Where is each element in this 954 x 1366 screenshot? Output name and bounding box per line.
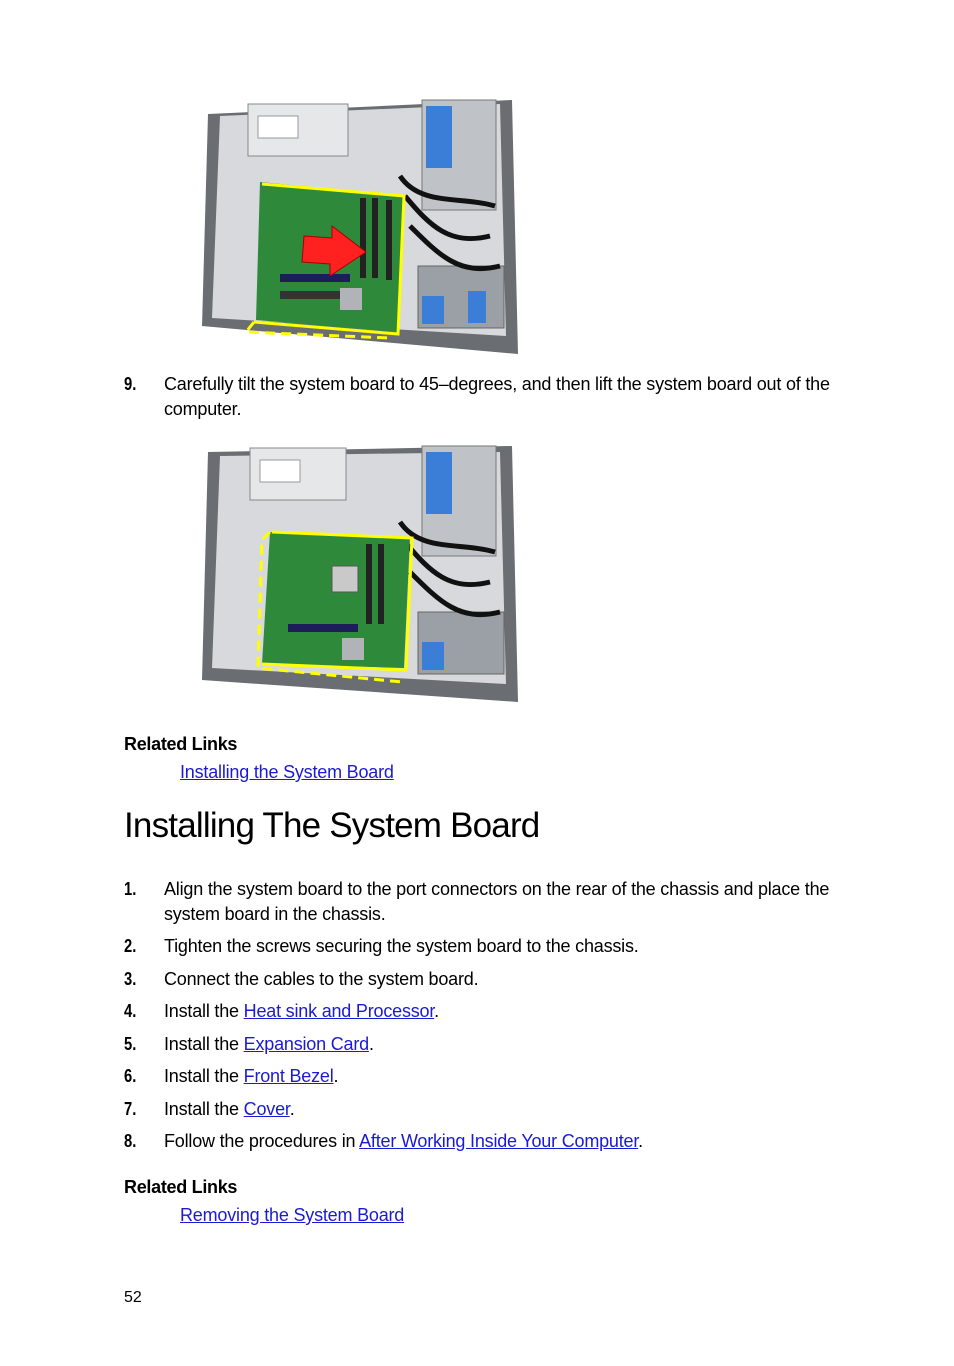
pci-slot: [280, 274, 350, 282]
dimm-slot: [360, 198, 366, 278]
page-number: 52: [124, 1289, 142, 1306]
figure-system-board-removed: [200, 432, 520, 704]
dimm-slot: [378, 544, 384, 624]
link-installing-system-board[interactable]: Installing the System Board: [180, 762, 394, 782]
dimm-slot: [372, 198, 378, 278]
blue-clip: [422, 296, 444, 324]
link-heat-sink-and-processor[interactable]: Heat sink and Processor: [243, 1001, 435, 1021]
dimm-slot: [366, 544, 372, 624]
blue-drive-latch: [426, 106, 452, 168]
step-number: 8.: [124, 1131, 137, 1151]
link-after-working-inside-your-computer[interactable]: After Working Inside Your Computer: [359, 1131, 639, 1151]
pci-slot: [288, 624, 358, 632]
psu-label: [260, 460, 300, 482]
step-text: Connect the cables to the system board.: [164, 969, 479, 989]
step-text: Follow the procedures in After Working Inside Your Computer.: [164, 1131, 643, 1151]
step-text: Install the Expansion Card.: [164, 1034, 374, 1054]
step-number: 5.: [124, 1034, 137, 1054]
blue-clip: [422, 642, 444, 670]
step-number: 1.: [124, 879, 137, 899]
dimm-slot: [386, 200, 392, 280]
step-number: 2.: [124, 936, 137, 956]
blue-clip-2: [468, 291, 486, 323]
chassis-illustration: [200, 86, 520, 358]
step-number: 6.: [124, 1066, 137, 1086]
step-number: 3.: [124, 969, 137, 989]
link-cover[interactable]: Cover: [243, 1099, 290, 1119]
system-board: [262, 532, 410, 668]
figure-system-board-slide: [200, 86, 520, 358]
page-title: Installing The System Board: [124, 806, 540, 845]
cpu-socket: [332, 566, 358, 592]
related-links-heading-2: Related Links: [124, 1177, 238, 1197]
chipset-heatsink: [342, 638, 364, 660]
psu-label: [258, 116, 298, 138]
pci-slot: [280, 291, 340, 299]
related-links-heading: Related Links: [124, 734, 238, 754]
step-text: Install the Front Bezel.: [164, 1066, 339, 1086]
step-text: Align the system board to the port connectors on the rear of the chassis and place the system board in the chassis.: [164, 879, 830, 924]
step-number: 7.: [124, 1099, 137, 1119]
link-expansion-card[interactable]: Expansion Card: [243, 1034, 369, 1054]
link-removing-system-board[interactable]: Removing the System Board: [180, 1205, 405, 1225]
step-text: Tighten the screws securing the system board to the chassis.: [164, 936, 639, 956]
blue-drive-latch: [426, 452, 452, 514]
link-front-bezel[interactable]: Front Bezel: [243, 1066, 334, 1086]
chipset-heatsink: [340, 288, 362, 310]
step-number: 9.: [124, 374, 137, 394]
step-number: 4.: [124, 1001, 137, 1021]
chassis-illustration-2: [200, 432, 520, 704]
step-text: Install the Heat sink and Processor.: [164, 1001, 439, 1021]
step-text: Carefully tilt the system board to 45–degrees, and then lift the system board out of the computer.: [164, 374, 830, 419]
step-text: Install the Cover.: [164, 1099, 295, 1119]
